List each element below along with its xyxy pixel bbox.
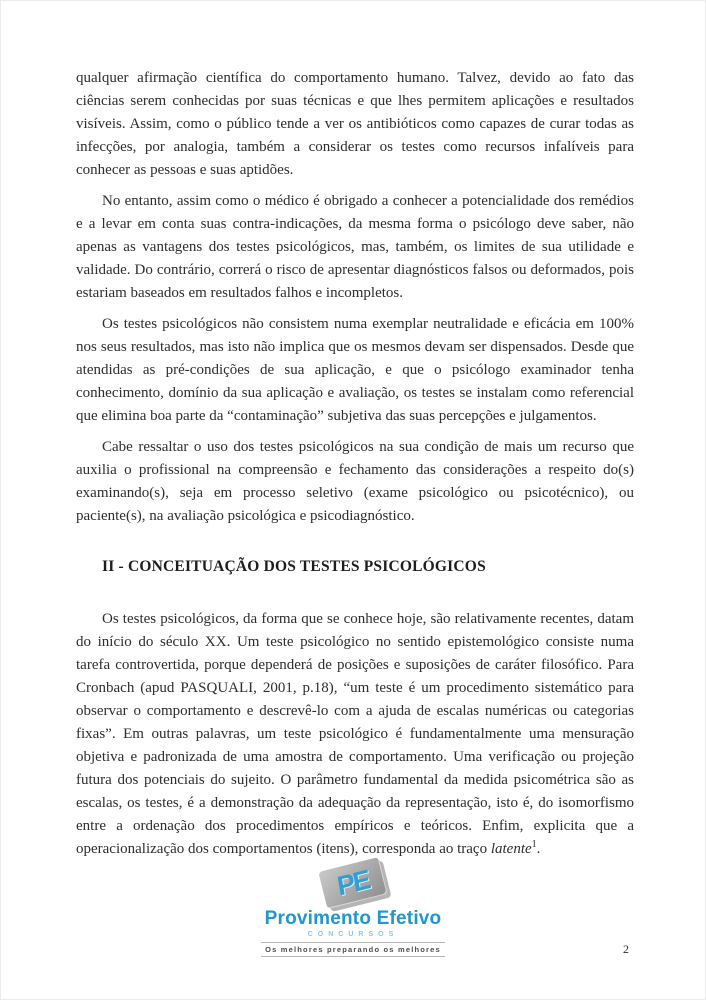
pe-block-logo-icon — [318, 857, 387, 909]
logo-brand-subtitle: CONCURSOS — [307, 931, 399, 938]
section-heading: II - CONCEITUAÇÃO DOS TESTES PSICOLÓGICOS — [102, 558, 486, 575]
paragraph: Os testes psicológicos não consistem numa exemplar neutralidade e eficácia em 100% nos seus resultados, mas isto não implica que os mesmos devam ser dispensados. Desde que atendidas as pré-condições de sua aplicação, e que o psicólogo examinador tenha conhecimento, domínio da sua aplicação e avaliação, os testes se instalam como referencial que elimina boa parte da “contaminação” subjetiva das suas percepções e julgamentos. — [76, 316, 634, 424]
paragraph: Cabe ressaltar o uso dos testes psicológicos na sua condição de mais um recurso que auxilia o profissional na compreensão e fechamento das considerações a respeito do(s) examinando(s), seja em processo seletivo (exame psicológico ou psicotécnico), ou paciente(s), na avaliação psicológica e psicodiagnóstico. — [76, 439, 634, 524]
italic-term: latente — [490, 841, 532, 857]
publisher-logo — [1, 864, 705, 957]
page-number: 2 — [623, 942, 629, 956]
paragraph — [76, 608, 634, 861]
logo-initials: PE — [334, 863, 372, 902]
paragraph-text-tail: . — [536, 841, 541, 857]
paragraph-text: Os testes psicológicos, da forma que se conhece hoje, são relativamente recentes, datam do início do século XX. Um teste psicológico no sentido epistemológico consiste numa tarefa controvertida, porque dependerá de posições e suposições de caráter filosófico. Para Cronbach (apud PASQUALI, 2001, p.18), “um teste é um procedimento sistemático para observar o comportamento e descrevê-lo com a ajuda de escalas numéricas ou categorias fixas”. Em outras palavras, um teste psicológico é fundamentalmente uma mensuração objetiva e padronizada de uma amostra de comportamento. Uma verificação ou projeção futura dos potenciais do sujeito. O parâmetro fundamental da medida psicométrica são as escalas, os testes, é a demonstração da adequação da representação, isto é, do isomorfismo entre a ordenação dos procedimentos empíricos e teóricos. Enfim, explicita que a operacionalização dos comportamentos (itens), corresponda ao traço — [76, 611, 634, 857]
logo-brand-name: Provimento Efetivo — [264, 908, 442, 929]
document-body — [76, 67, 634, 869]
paragraph: No entanto, assim como o médico é obrigado a conhecer a potencialidade dos remédios e a levar em conta suas contra-indicações, da mesma forma o psicólogo deve saber, não apenas as vantagens dos testes psicológicos, mas, também, os limites de sua utilidade e validade. Do contrário, correrá o risco de apresentar diagnósticos falsos ou deformados, pois estariam baseados em resultados falhos e incompletos. — [76, 193, 634, 301]
footnote-reference: 1 — [531, 839, 537, 850]
logo-tagline: Os melhores preparando os melhores — [261, 942, 445, 957]
paragraph-continuation: qualquer afirmação científica do comportamento humano. Talvez, devido ao fato das ciências serem conhecidas por suas técnicas e que lhes permitem aplicações e resultados visíveis. Assim, como o público tende a ver os antibióticos como capazes de curar todas as infecções, por analogia, também a considerar os testes como recursos infalíveis para conhecer as pessoas e suas aptidões. — [76, 70, 634, 178]
